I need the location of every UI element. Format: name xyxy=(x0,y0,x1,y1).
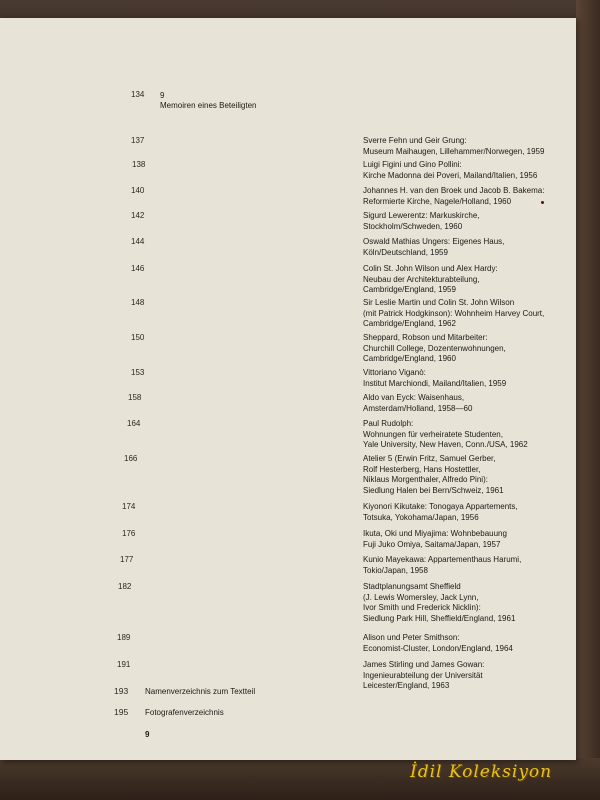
toc-entry xyxy=(363,502,568,523)
entry-line: Museum Maihaugen, Lillehammer/Norwegen, 1959 xyxy=(363,146,545,156)
entry-page-number: 153 xyxy=(131,368,145,377)
entry-line: Reformierte Kirche, Nagele/Holland, 1960 xyxy=(363,196,512,206)
entry-line: James Stirling und James Gowan: xyxy=(363,660,485,669)
toc-entry xyxy=(363,160,568,181)
entry-line: Stockholm/Schweden, 1960 xyxy=(363,221,463,231)
entry-page-number: 166 xyxy=(124,454,138,463)
toc-entry xyxy=(363,582,568,624)
toc-entry xyxy=(363,555,568,576)
entry-line: Sigurd Lewerentz: Markuskirche, xyxy=(363,211,480,220)
entry-line: Ivor Smith und Frederick Nicklin): xyxy=(363,603,481,613)
entry-page-number: 174 xyxy=(122,502,136,511)
entry-page-number: 140 xyxy=(131,186,145,195)
entry-line: Niklaus Morgenthaler, Alfredo Pini): xyxy=(363,475,488,485)
toc-entry xyxy=(363,419,568,451)
entry-line: Cambridge/England, 1959 xyxy=(363,285,456,295)
toc-entry xyxy=(363,264,568,296)
entry-page-number: 137 xyxy=(131,136,145,145)
entry-line: Institut Marchiondi, Mailand/Italien, 1959 xyxy=(363,378,507,388)
entry-line: Sverre Fehn und Geir Grung: xyxy=(363,136,467,145)
toc-entry xyxy=(363,633,568,654)
entry-line: Ikuta, Oki und Miyajima: Wohnbebauung xyxy=(363,529,507,538)
entry-line: Aldo van Eyck: Waisenhaus, xyxy=(363,393,465,402)
entry-line: Totsuka, Yokohama/Japan, 1956 xyxy=(363,512,479,522)
entry-line: Neubau der Architekturabteilung, xyxy=(363,274,480,284)
entry-line: Kunio Mayekawa: Appartementhaus Harumi, xyxy=(363,555,522,564)
toc-entry xyxy=(363,333,568,365)
entry-line: Siedlung Park Hill, Sheffield/England, 1961 xyxy=(363,613,516,623)
entry-line: (J. Lewis Womersley, Jack Lynn, xyxy=(363,592,479,602)
entry-line: Atelier 5 (Erwin Fritz, Samuel Gerber, xyxy=(363,454,496,463)
entry-page-number: 138 xyxy=(132,160,146,169)
toc-entry xyxy=(363,454,568,496)
entry-line: Luigi Figini und Gino Pollini: xyxy=(363,160,462,169)
entry-line: Colin St. John Wilson und Alex Hardy: xyxy=(363,264,498,273)
chapter-title: Memoiren eines Beteiligten xyxy=(160,101,257,110)
entry-page-number: 150 xyxy=(131,333,145,342)
entry-line: Paul Rudolph: xyxy=(363,419,414,428)
toc-entry xyxy=(363,660,568,692)
toc-entry xyxy=(363,136,568,157)
entry-line: Kiyonori Kikutake: Tonogaya Appartements, xyxy=(363,502,518,511)
entry-line: Leicester/England, 1963 xyxy=(363,681,450,691)
entry-line: Tokio/Japan, 1958 xyxy=(363,565,428,575)
entry-line: Churchill College, Dozentenwohnungen, xyxy=(363,343,506,353)
toc-entry xyxy=(363,186,568,207)
chapter-number: 9 xyxy=(160,91,165,100)
entry-line: Siedlung Halen bei Bern/Schweiz, 1961 xyxy=(363,485,504,495)
entry-line: Fuji Juko Omiya, Saitama/Japan, 1957 xyxy=(363,539,501,549)
entry-line: Vittoriano Viganò: xyxy=(363,368,426,377)
toc-entry xyxy=(363,393,568,414)
entry-page-number: 148 xyxy=(131,298,145,307)
entry-line: Johannes H. van den Broek und Jacob B. Bakema: xyxy=(363,186,545,195)
entry-line: Alison und Peter Smithson: xyxy=(363,633,460,642)
paper-speck xyxy=(541,201,544,204)
entry-line: Cambridge/England, 1962 xyxy=(363,319,456,329)
entry-line: Cambridge/England, 1960 xyxy=(363,354,456,364)
toc-entry xyxy=(363,368,568,389)
entry-line: Köln/Deutschland, 1959 xyxy=(363,247,448,257)
entry-line: Amsterdam/Holland, 1958—60 xyxy=(363,403,473,413)
entry-page-number: 191 xyxy=(117,660,131,669)
entry-page-number: 146 xyxy=(131,264,145,273)
entry-line: Rolf Hesterberg, Hans Hostettler, xyxy=(363,464,481,474)
entry-line: Oswald Mathias Ungers: Eigenes Haus, xyxy=(363,237,505,246)
page-folio: 9 xyxy=(145,730,150,739)
toc-entry xyxy=(363,211,568,232)
watermark: İdil Koleksiyon xyxy=(410,762,553,782)
back-matter-page-2: 195 xyxy=(114,707,129,717)
entry-page-number: 189 xyxy=(117,633,131,642)
entry-line: Sheppard, Robson und Mitarbeiter: xyxy=(363,333,488,342)
entry-page-number: 144 xyxy=(131,237,145,246)
first-page-number: 134 xyxy=(131,90,145,99)
back-matter-page-1: 193 xyxy=(114,686,129,696)
entry-line: Sir Leslie Martin und Colin St. John Wilson xyxy=(363,298,515,307)
entry-page-number: 177 xyxy=(120,555,134,564)
back-matter-title-2: Fotografenverzeichnis xyxy=(145,708,224,717)
toc-entry xyxy=(363,237,568,258)
book-page xyxy=(0,18,576,760)
entry-line: Yale University, New Haven, Conn./USA, 1962 xyxy=(363,440,528,450)
entry-line: Ingenieurabteilung der Universität xyxy=(363,670,483,680)
entry-line: Economist-Cluster, London/England, 1964 xyxy=(363,643,513,653)
entry-line: Kirche Madonna dei Poveri, Mailand/Italien, 1956 xyxy=(363,170,538,180)
toc-entry xyxy=(363,529,568,550)
entry-line: Stadtplanungsamt Sheffield xyxy=(363,582,461,591)
background-right xyxy=(576,0,600,800)
entry-page-number: 164 xyxy=(127,419,141,428)
entry-page-number: 176 xyxy=(122,529,136,538)
entry-page-number: 182 xyxy=(118,582,132,591)
entry-line: Wohnungen für verheiratete Studenten, xyxy=(363,429,503,439)
entry-page-number: 142 xyxy=(131,211,145,220)
back-matter-title-1: Namenverzeichnis zum Textteil xyxy=(145,687,256,696)
entry-page-number: 158 xyxy=(128,393,142,402)
entry-line: (mit Patrick Hodgkinson): Wohnheim Harvey Court, xyxy=(363,308,545,318)
toc-entry xyxy=(363,298,568,330)
